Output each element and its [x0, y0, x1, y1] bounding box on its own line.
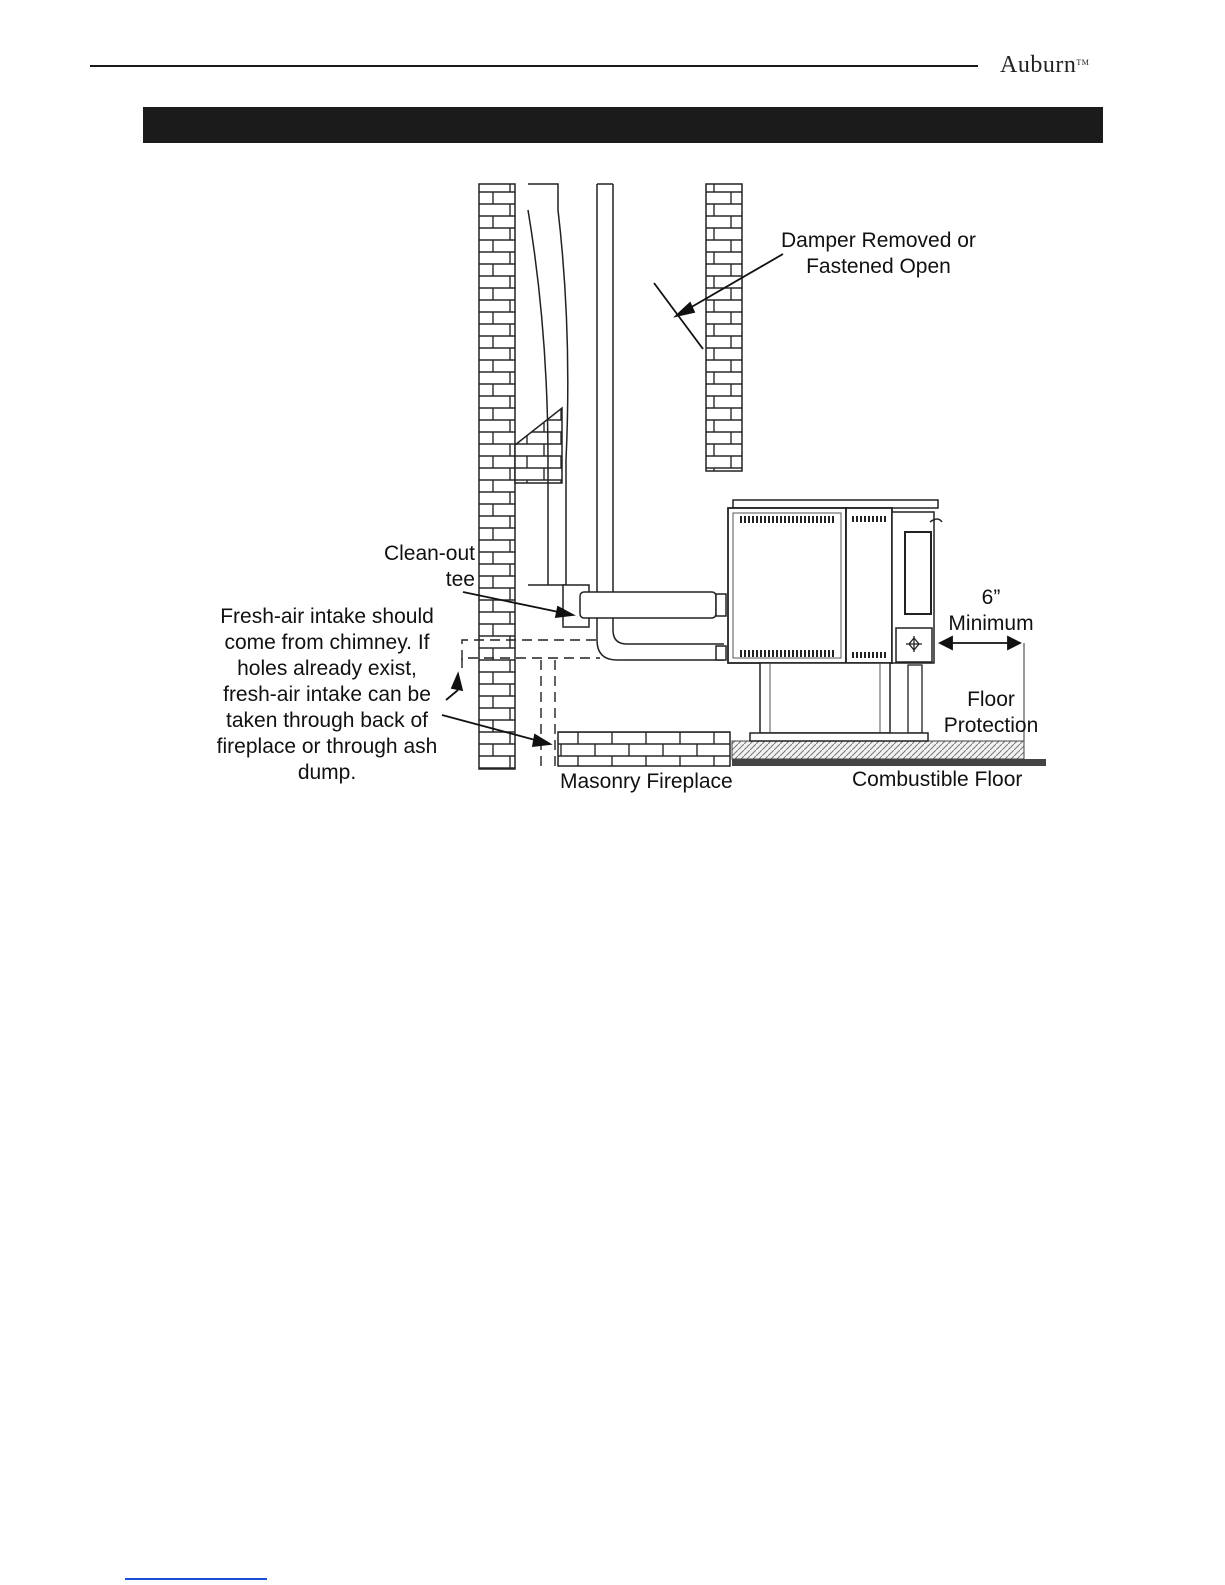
pellet-stove — [728, 500, 942, 741]
clean-out-tee — [580, 592, 726, 660]
exhaust-pipe — [597, 184, 724, 660]
label-masonry-fireplace: Masonry Fireplace — [560, 770, 733, 793]
combustible-floor — [732, 759, 1046, 766]
label-floor-protection: Floor Protection — [943, 688, 1039, 737]
chimney-front-wall — [706, 184, 742, 471]
logo-trademark: TM — [1076, 58, 1090, 67]
label-damper: Damper Removed or Fastened Open — [781, 229, 976, 278]
chimney-liner — [528, 184, 589, 627]
masonry-hearth — [558, 732, 730, 766]
label-fresh-air-intake: Fresh-air intake should come from chimney. If holes already exist, fresh-air intake can be taken through back of fireplace or through ash dump. — [216, 605, 438, 784]
label-clean-out-tee: Clean-out tee — [383, 542, 475, 591]
label-combustible-floor: Combustible Floor — [852, 768, 1023, 791]
footer-link-underline[interactable] — [125, 1578, 267, 1580]
chimney-back-wall — [479, 184, 562, 769]
label-six-inch-minimum: 6” Minimum — [948, 586, 1034, 635]
logo-text: Auburn — [1000, 52, 1077, 78]
